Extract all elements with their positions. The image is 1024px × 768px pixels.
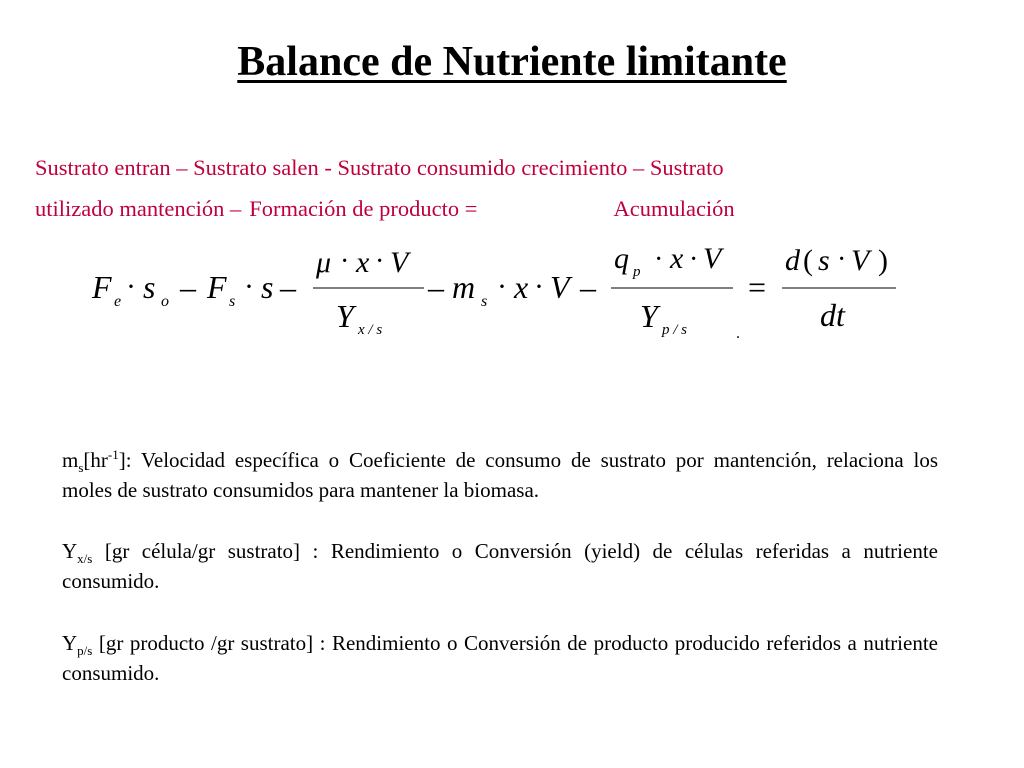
definition-yps-symbol: Y (62, 631, 78, 655)
eq-cdot-9: · (837, 244, 847, 275)
eq-cdot-5: · (497, 270, 507, 303)
eq-minus-3: – (428, 269, 444, 305)
definition-yxs-sub: x/s (77, 551, 93, 567)
slide-title-text: Balance de Nutriente limitante (237, 39, 787, 85)
eq-equals: = (748, 269, 767, 305)
eq-trailing-dot: . (736, 325, 740, 342)
eq-sub-ps: p / s (662, 322, 688, 338)
eq-q: q (614, 242, 629, 275)
balance-term-maintenance: utilizado mantención – (35, 196, 242, 221)
eq-minus-2: – (280, 269, 296, 305)
eq-V-3: V (703, 242, 722, 275)
definition-ms-text: ]: Velocidad específica o Coeficiente de consumo de sustrato por mantención, relaciona los moles de sustrato consumidos para mantener la biomasa. (62, 448, 938, 502)
definition-ms-sup: -1 (107, 447, 119, 462)
eq-s-2: s (818, 244, 830, 277)
eq-cdot-3: · (340, 246, 350, 277)
eq-x-1: x (356, 246, 370, 279)
balance-term-product: Formación de producto = (249, 196, 478, 221)
equation-canvas (0, 234, 1024, 354)
definition-ms-symbol: m (62, 448, 79, 472)
balance-statement-line-2 (35, 196, 735, 222)
eq-s-o: s (143, 269, 156, 305)
eq-V-1: V (390, 246, 409, 279)
eq-s: s (261, 269, 274, 305)
eq-sub-e: e (114, 293, 122, 310)
eq-sub-xs: x / s (358, 322, 383, 338)
definition-yxs-text: [gr célula/gr sustrato] : Rendimiento o Conversión (yield) de células referidas a nutriente consumido. (62, 539, 938, 593)
definition-yxs-symbol: Y (62, 539, 78, 563)
eq-sub-p: p (633, 264, 641, 280)
eq-F-s: F (207, 269, 227, 305)
eq-sub-s-1: s (229, 293, 236, 310)
eq-x-3: x (670, 242, 684, 275)
eq-cdot-1: · (126, 270, 136, 303)
eq-m: m (452, 269, 476, 305)
mass-balance-equation (0, 234, 1024, 354)
eq-sub-s-2: s (481, 293, 488, 310)
definition-ms-unit: [hr (83, 448, 108, 472)
eq-minus-1: – (180, 269, 196, 305)
definition-yxs (62, 536, 938, 596)
eq-mu: μ (316, 246, 332, 279)
definition-ms (62, 445, 938, 505)
eq-V-4: V (851, 244, 870, 277)
eq-dt: dt (820, 297, 845, 333)
balance-term-accumulation: Acumulación (613, 196, 735, 221)
eq-Y-2: Y (640, 298, 658, 334)
definition-yps-text: [gr producto /gr sustrato] : Rendimiento o Conversión de producto producido referidos a nutriente consumido. (62, 631, 938, 685)
eq-d: d (785, 244, 800, 277)
eq-rparen: ) (878, 244, 888, 277)
definition-ms-sub: s (78, 460, 84, 476)
balance-statement-line-1: Sustrato entran – Sustrato salen - Sustrato consumido crecimiento – Sustrato (35, 155, 724, 180)
eq-x-2: x (514, 269, 529, 305)
definition-yps-sub: p/s (77, 643, 93, 659)
eq-cdot-8: · (689, 244, 699, 275)
eq-cdot-6: · (534, 270, 544, 303)
eq-cdot-7: · (654, 244, 664, 275)
eq-V-2: V (550, 269, 570, 305)
eq-cdot-4: · (375, 246, 385, 277)
eq-Y-1: Y (336, 298, 354, 334)
eq-sub-o: o (161, 293, 169, 310)
eq-F-e: F (92, 269, 112, 305)
slide-title (0, 38, 1024, 86)
eq-cdot-2: · (244, 270, 254, 303)
eq-lparen: ( (803, 244, 813, 277)
definition-yps (62, 628, 938, 688)
eq-minus-4: – (580, 269, 596, 305)
